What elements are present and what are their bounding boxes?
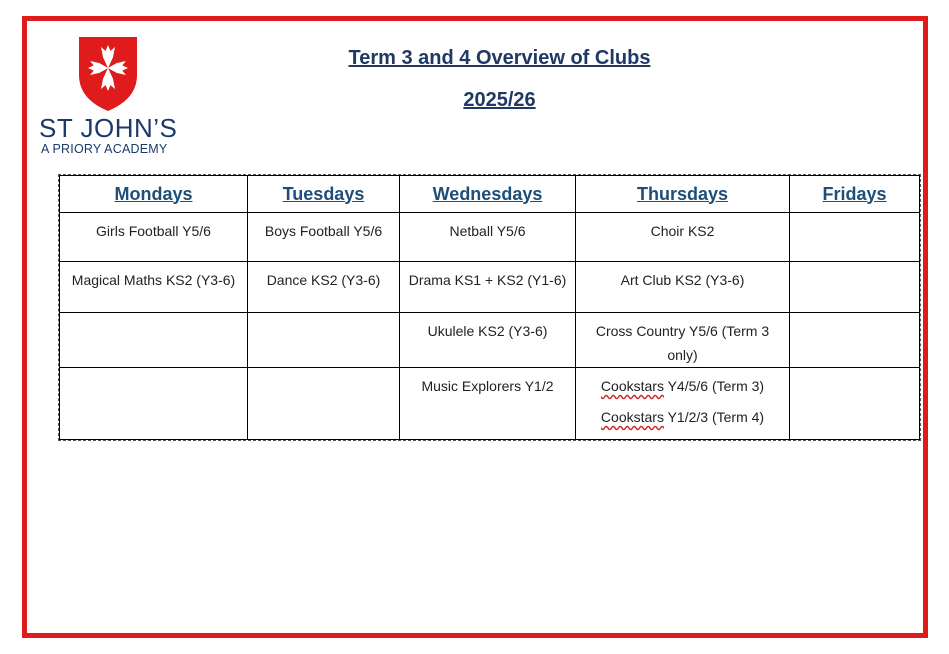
table-cell: Music Explorers Y1/2 bbox=[400, 368, 576, 440]
page-frame bbox=[22, 16, 928, 638]
table-cell bbox=[790, 213, 920, 262]
clubs-table bbox=[59, 175, 920, 440]
cookstars-word: Cookstars bbox=[600, 409, 664, 425]
table-row bbox=[60, 213, 920, 262]
cookstars-word: Cookstars bbox=[600, 378, 664, 394]
table-cell bbox=[60, 313, 248, 368]
header-tuesday: Tuesdays bbox=[248, 176, 400, 213]
school-subtitle: A PRIORY ACADEMY bbox=[41, 142, 168, 156]
cookstars-cell bbox=[576, 368, 790, 440]
cookstars-term3-detail: Y4/5/6 (Term 3) bbox=[663, 378, 765, 394]
header-row bbox=[60, 176, 920, 213]
table-cell: Dance KS2 (Y3-6) bbox=[248, 262, 400, 313]
table-cell bbox=[790, 313, 920, 368]
table-cell: Art Club KS2 (Y3-6) bbox=[576, 262, 790, 313]
school-name: ST JOHN’S bbox=[39, 113, 178, 143]
cookstars-term3 bbox=[576, 374, 789, 398]
table-row bbox=[60, 313, 920, 368]
header-monday: Mondays bbox=[60, 176, 248, 213]
page-title: Term 3 and 4 Overview of Clubs bbox=[348, 47, 651, 69]
table-row bbox=[60, 262, 920, 313]
cookstars-term4 bbox=[576, 405, 789, 429]
table-cell: Girls Football Y5/6 bbox=[60, 213, 248, 262]
table-cell: Netball Y5/6 bbox=[400, 213, 576, 262]
header-friday: Fridays bbox=[790, 176, 920, 213]
header-wednesday: Wednesdays bbox=[400, 176, 576, 213]
table-cell bbox=[248, 313, 400, 368]
table-cell: Ukulele KS2 (Y3-6) bbox=[400, 313, 576, 368]
table-row bbox=[60, 368, 920, 440]
header-thursday: Thursdays bbox=[576, 176, 790, 213]
table-cell: Boys Football Y5/6 bbox=[248, 213, 400, 262]
table-cell bbox=[790, 368, 920, 440]
maltese-cross-shield-icon bbox=[77, 35, 139, 113]
table-cell bbox=[248, 368, 400, 440]
page-year: 2025/26 bbox=[463, 89, 536, 111]
school-logo bbox=[39, 35, 189, 165]
table-cell bbox=[60, 368, 248, 440]
table-cell bbox=[790, 262, 920, 313]
table-cell: Magical Maths KS2 (Y3-6) bbox=[60, 262, 248, 313]
table-cell: Cross Country Y5/6 (Term 3 only) bbox=[576, 313, 790, 368]
table-cell: Choir KS2 bbox=[576, 213, 790, 262]
table-cell: Drama KS1 + KS2 (Y1-6) bbox=[400, 262, 576, 313]
cookstars-term4-detail: Y1/2/3 (Term 4) bbox=[663, 409, 765, 425]
